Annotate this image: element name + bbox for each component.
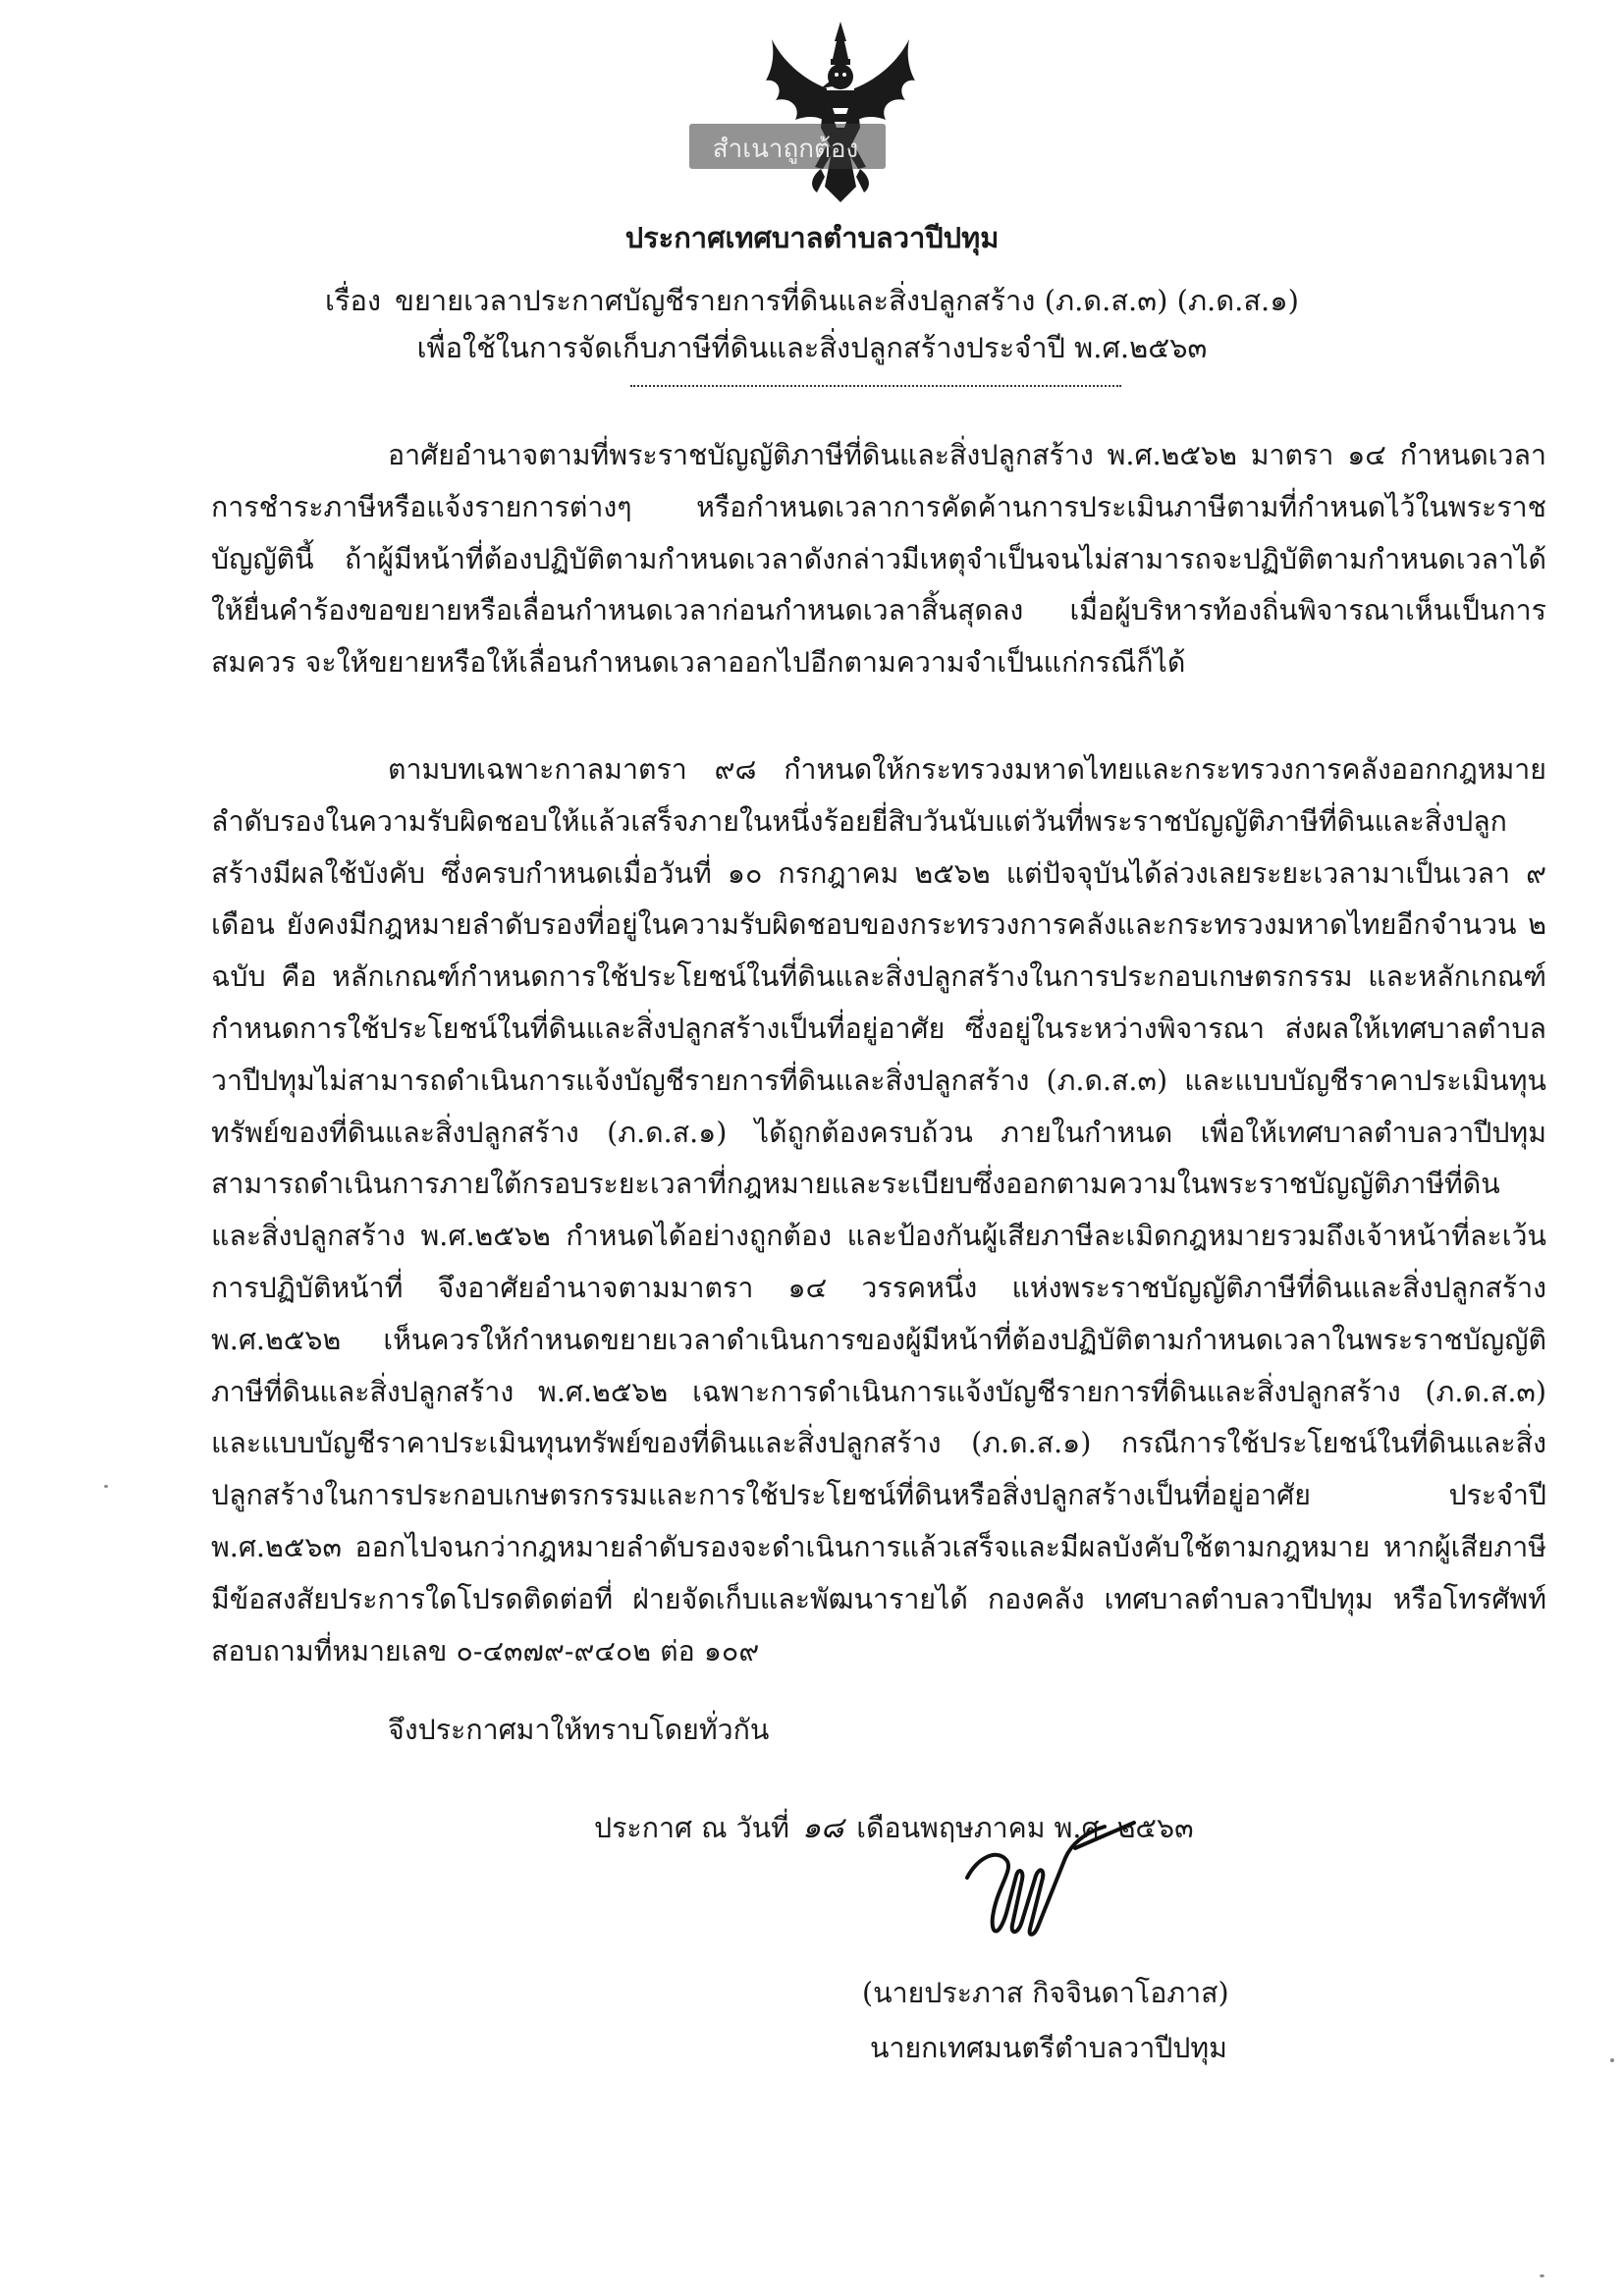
copy-certified-stamp bbox=[687, 118, 913, 177]
svg-text:สำเนาถูกต้อง: สำเนาถูกต้อง bbox=[712, 135, 859, 164]
body-paragraph-2 bbox=[211, 744, 1546, 1677]
signer-title: นายกเทศมนตรีตำบลวาปีปทุม bbox=[870, 2032, 1227, 2064]
closing-statement: จึงประกาศมาให้ทราบโดยทั่วกัน bbox=[388, 1714, 770, 1746]
scan-speck bbox=[104, 1485, 108, 1488]
date-month: เดือนพฤษภาคม bbox=[856, 1812, 1046, 1844]
body-paragraph-1 bbox=[211, 430, 1546, 689]
announcement-subject-line bbox=[0, 281, 1624, 320]
paragraph-2-text: ตามบทเฉพาะกาลมาตรา ๙๘ กำหนดให้กระทรวงมหาดไทยและกระทรวงการคลังออกกฎหมายลำดับรองในความรับผิดชอบให้แล้วเสร็จภายในหนึ่งร้อยยี่สิบวันนับแต่วันที่พระราชบัญญัติภาษีที่ดินและสิ่งปลูกสร้างมีผลใช้บังคับ ซึ่งครบกำหนดเมื่อวันที่ ๑๐ กรกฎาคม ๒๕๖๒ แต่ปัจจุบันได้ล่วงเลยระยะเวลามาเป็นเวลา ๙ เดือน ยังคงมีกฎหมายลำดับรองที่อยู่ในความรับผิดชอบของกระทรวงการคลังและกระทรวงมหาดไทยอีกจำนวน ๒ ฉบับ คือ หลักเกณฑ์กำหนดการใช้ประโยชน์ในที่ดินและสิ่งปลูกสร้างในการประกอบเกษตรกรรม และหลักเกณฑ์กำหนดการใช้ประโยชน์ในที่ดินและสิ่งปลูกสร้างเป็นที่อยู่อาศัย ซึ่งอยู่ในระหว่างพิจารณา ส่งผลให้เทศบาลตำบลวาปีปทุมไม่สามารถดำเนินการแจ้งบัญชีรายการที่ดินและสิ่งปลูกสร้าง (ภ.ด.ส.๓) และแบบบัญชีราคาประเมินทุนทรัพย์ของที่ดินและสิ่งปลูกสร้าง (ภ.ด.ส.๑) ได้ถูกต้องครบถ้วน ภายในกำหนด เพื่อให้เทศบาลตำบลวาปีปทุม สามารถดำเนินการภายใต้กรอบระยะเวลาที่กฎหมายและระเบียบซึ่งออกตามความในพระราชบัญญัติภาษีที่ดินและสิ่งปลูกสร้าง พ.ศ.๒๕๖๒ กำหนดได้อย่างถูกต้อง และป้องกันผู้เสียภาษีละเมิดกฎหมายรวมถึงเจ้าหน้าที่ละเว้นการปฏิบัติหน้าที่ จึงอาศัยอำนาจตามมาตรา ๑๔ วรรคหนึ่ง แห่งพระราชบัญญัติภาษีที่ดินและสิ่งปลูกสร้าง พ.ศ.๒๕๖๒ เห็นควรให้กำหนดขยายเวลาดำเนินการของผู้มีหน้าที่ต้องปฏิบัติตามกำหนดเวลาในพระราชบัญญัติภาษีที่ดินและสิ่งปลูกสร้าง พ.ศ.๒๕๖๒ เฉพาะการดำเนินการแจ้งบัญชีรายการที่ดินและสิ่งปลูกสร้าง (ภ.ด.ส.๓) และแบบบัญชีราคาประเมินทุนทรัพย์ของที่ดินและสิ่งปลูกสร้าง (ภ.ด.ส.๑) กรณีการใช้ประโยชน์ในที่ดินและสิ่งปลูกสร้างในการประกอบเกษตรกรรมและการใช้ประโยชน์ที่ดินหรือสิ่งปลูกสร้างเป็นที่อยู่อาศัย ประจำปี พ.ศ.๒๕๖๓ ออกไปจนกว่ากฎหมายลำดับรองจะดำเนินการแล้วเสร็จและมีผลบังคับใช้ตามกฎหมาย หากผู้เสียภาษีมีข้อสงสัยประการใดโปรดติดต่อที่ ฝ่ายจัดเก็บและพัฒนารายได้ กองคลัง เทศบาลตำบลวาปีปทุม หรือโทรศัพท์สอบถามที่หมายเลข ๐-๔๓๗๙-๙๔๐๒ ต่อ ๑๐๙ bbox=[211, 753, 1546, 1667]
signature-icon bbox=[938, 1819, 1193, 1956]
scan-speck bbox=[1610, 2058, 1614, 2062]
announcement-purpose: เพื่อใช้ในการจัดเก็บภาษีที่ดินและสิ่งปลูกสร้างประจำปี พ.ศ.๒๕๖๓ bbox=[416, 331, 1208, 364]
paragraph-1-text: อาศัยอำนาจตามที่พระราชบัญญัติภาษีที่ดินและสิ่งปลูกสร้าง พ.ศ.๒๕๖๒ มาตรา ๑๔ กำหนดเวลาการชำระภาษีหรือแจ้งรายการต่างๆ หรือกำหนดเวลาการคัดค้านการประเมินภาษีตามที่กำหนดไว้ในพระราชบัญญัตินี้ ถ้าผู้มีหน้าที่ต้องปฏิบัติตามกำหนดเวลาดังกล่าวมีเหตุจำเป็นจนไม่สามารถจะปฏิบัติตามกำหนดเวลาได้ ให้ยื่นคำร้องขอขยายหรือเลื่อนกำหนดเวลาก่อนกำหนดเวลาสิ้นสุดลง เมื่อผู้บริหารท้องถิ่นพิจารณาเห็นเป็นการสมควร จะให้ขยายหรือให้เลื่อนกำหนดเวลาออกไปอีกตามความจำเป็นแก่กรณีก็ได้ bbox=[211, 439, 1546, 680]
dotted-divider bbox=[630, 385, 1121, 387]
announcement-title: ประกาศเทศบาลตำบลวาปีปทุม bbox=[624, 221, 1000, 254]
announcement-subject: ขยายเวลาประกาศบัญชีรายการที่ดินและสิ่งปลูกสร้าง (ภ.ด.ส.๓) (ภ.ด.ส.๑) bbox=[395, 284, 1299, 317]
date-day: ๑๘ bbox=[801, 1811, 844, 1845]
date-year: พ.ศ. ๒๕๖๓ bbox=[1054, 1812, 1194, 1844]
scan-speck bbox=[1540, 2274, 1544, 2277]
subject-label: เรื่อง bbox=[325, 284, 382, 317]
signer-name: (นายประภาส กิจจินดาโอภาส) bbox=[862, 1977, 1229, 2009]
date-prefix: ประกาศ ณ วันที่ bbox=[594, 1812, 789, 1844]
garuda-emblem-icon bbox=[762, 20, 919, 206]
